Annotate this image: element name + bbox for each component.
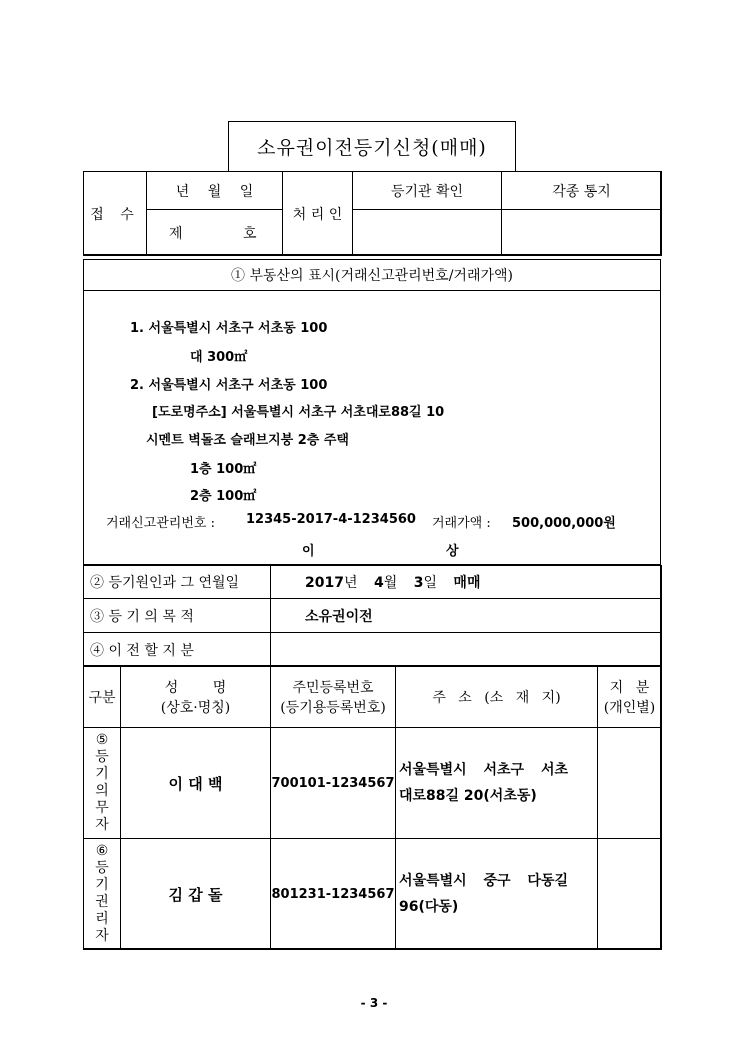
obligee-kind-char: ⑥	[95, 843, 109, 859]
col-name-bottom: (상호·명칭)	[160, 700, 231, 716]
col-share	[598, 667, 662, 728]
cause-day: 3	[413, 575, 424, 591]
col-name-top: 성 명	[164, 680, 227, 696]
obligee-share	[598, 839, 662, 950]
property-floor-2: 2층 100㎡	[190, 489, 257, 504]
share-label: ④ 이 전 할 지 분	[84, 633, 271, 667]
property-road-address: [도로명주소] 서울특별시 서초구 서초대로88길 10	[152, 405, 445, 420]
obligor-name: 이 대 백	[121, 728, 271, 839]
report-number-label: 거래신고관리번호 :	[106, 516, 215, 531]
reception-label: 접 수	[84, 172, 147, 256]
obligor-address-line2: 대로88길 20(서초동)	[399, 788, 537, 804]
obligee-kind-char: 권	[95, 894, 109, 910]
obligor-kind-char: 의	[95, 783, 109, 799]
report-number-value: 12345-2017-4-1234560	[246, 512, 416, 527]
page-number: - 3 -	[360, 996, 388, 1010]
cause-month: 4	[373, 575, 384, 591]
parties-table	[83, 666, 662, 950]
col-share-top: 지 분	[609, 680, 650, 696]
obligee-kind-char: 등	[95, 860, 109, 876]
col-id	[271, 667, 396, 728]
obligee-kind-char: 기	[95, 877, 109, 893]
obligor-kind	[84, 728, 121, 839]
obligor-kind-vertical	[84, 732, 120, 834]
obligor-kind-char: 무	[95, 800, 109, 816]
share-value	[271, 633, 662, 667]
cause-year-unit: 년	[343, 575, 358, 591]
obligor-address	[396, 728, 598, 839]
obligor-share	[598, 728, 662, 839]
property-line-2: 2. 서울특별시 서초구 서초동 100	[130, 378, 328, 393]
property-building: 시멘트 벽돌조 슬래브지붕 2층 주택	[146, 433, 349, 448]
obligor-row	[84, 728, 662, 839]
reception-date-label: 년 월 일	[147, 172, 283, 210]
obligor-id: 700101-1234567	[271, 728, 396, 839]
property-floor-1: 1층 100㎡	[190, 462, 257, 477]
property-line-1: 1. 서울특별시 서초구 서초동 100	[130, 321, 328, 336]
cause-value	[271, 566, 662, 599]
purpose-label: ③ 등 기 의 목 적	[84, 599, 271, 633]
obligee-address	[396, 839, 598, 950]
end-mark-i: 이	[302, 544, 315, 559]
property-header: ① 부동산의 표시(거래신고관리번호/거래가액)	[84, 260, 661, 291]
purpose-value: 소유권이전	[271, 599, 662, 633]
reception-table	[83, 171, 662, 256]
document-title: 소유권이전등기신청(매매)	[228, 121, 516, 171]
cause-year: 2017	[305, 575, 344, 591]
col-kind: 구분	[84, 667, 121, 728]
obligee-address-line2: 96(다동)	[399, 899, 459, 915]
col-share-bottom: (개인별)	[603, 700, 656, 716]
col-id-top: 주민등록번호	[292, 680, 374, 696]
obligor-kind-char: 자	[95, 817, 109, 833]
col-address: 주 소 (소 재 지)	[396, 667, 598, 728]
notices-label: 각종 통지	[502, 172, 662, 210]
registration-info-table	[83, 565, 662, 667]
col-id-bottom: (등기용등록번호)	[280, 700, 386, 716]
obligee-address-line1: 서울특별시 중구 다동길	[399, 873, 568, 889]
cause-type: 매매	[453, 575, 481, 591]
obligee-kind-char: 리	[95, 911, 109, 927]
notices-cell	[502, 210, 662, 256]
obligee-name: 김 갑 돌	[121, 839, 271, 950]
obligee-kind-char: 자	[95, 928, 109, 944]
cause-month-unit: 월	[383, 575, 398, 591]
obligee-row	[84, 839, 662, 950]
property-description	[84, 290, 661, 564]
obligee-kind	[84, 839, 121, 950]
registrar-check-label: 등기관 확인	[353, 172, 502, 210]
cause-label: ② 등기원인과 그 연월일	[84, 566, 271, 599]
processor-label: 처 리 인	[283, 172, 353, 256]
property-line-1-detail: 대 300㎡	[190, 350, 248, 365]
obligee-id: 801231-1234567	[271, 839, 396, 950]
end-mark-sang: 상	[446, 544, 459, 559]
obligor-address-line1: 서울특별시 서초구 서초	[399, 762, 568, 778]
col-name	[121, 667, 271, 728]
registrar-check-cell	[353, 210, 502, 256]
price-label: 거래가액 :	[432, 516, 491, 531]
cause-day-unit: 일	[423, 575, 437, 591]
price-value: 500,000,000원	[512, 516, 616, 531]
reception-number-label: 제 호	[147, 210, 283, 256]
obligee-kind-vertical	[84, 843, 120, 945]
obligor-kind-char: ⑤	[95, 732, 109, 748]
obligor-kind-char: 등	[95, 749, 109, 765]
obligor-kind-char: 기	[95, 766, 109, 782]
